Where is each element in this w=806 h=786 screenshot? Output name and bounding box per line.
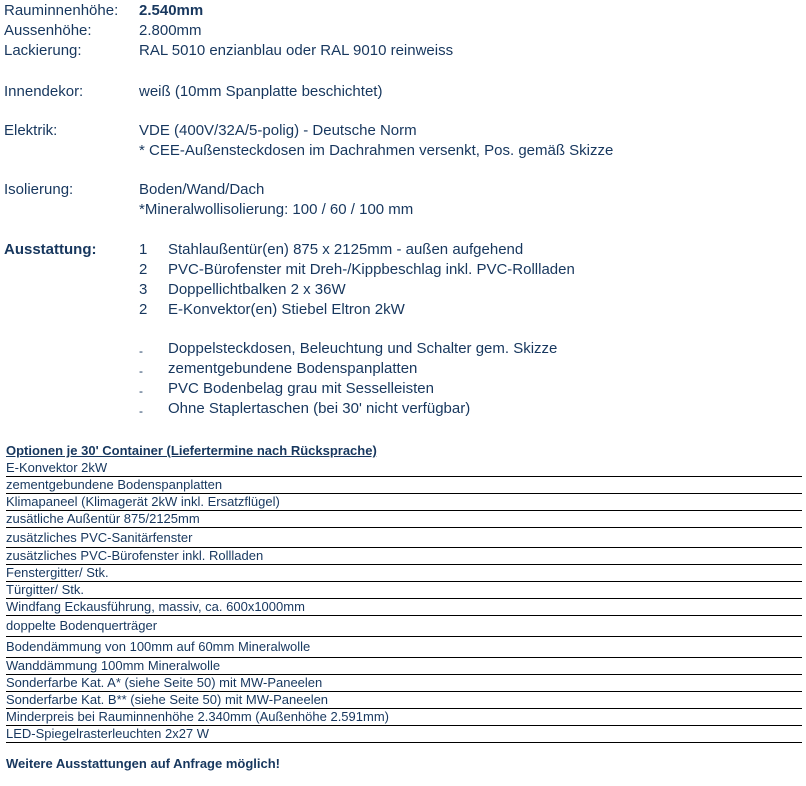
optionen-title: Optionen je 30' Container (Liefertermine nach Rücksprache) bbox=[6, 443, 377, 458]
bullet-mark: - bbox=[139, 344, 143, 358]
bullet-mark: - bbox=[139, 384, 143, 398]
bullet-mark: - bbox=[139, 364, 143, 378]
isolierung-note: *Mineralwollisolierung: 100 / 60 / 100 mm bbox=[139, 201, 414, 218]
optionen-row: zusätzliches PVC-Sanitärfenster bbox=[6, 528, 802, 548]
bullet-item: PVC Bodenbelag grau mit Sesselleisten bbox=[168, 380, 434, 397]
optionen-footer: Weitere Ausstattungen auf Anfrage möglich! bbox=[6, 756, 280, 771]
elektrik-label: Elektrik: bbox=[4, 122, 58, 139]
optionen-row: Fenstergitter/ Stk. bbox=[6, 565, 802, 582]
isolierung-value: Boden/Wand/Dach bbox=[139, 181, 265, 198]
lackierung-label: Lackierung: bbox=[4, 42, 82, 59]
ausstattung-qty: 3 bbox=[139, 281, 148, 298]
ausstattung-item: E-Konvektor(en) Stiebel Eltron 2kW bbox=[168, 301, 405, 318]
optionen-row: Sonderfarbe Kat. A* (siehe Seite 50) mit MW-Paneelen bbox=[6, 675, 802, 692]
optionen-row: Türgitter/ Stk. bbox=[6, 582, 802, 599]
optionen-row: LED-Spiegelrasterleuchten 2x27 W bbox=[6, 726, 802, 743]
aussenhoehe-value: 2.800mm bbox=[139, 22, 202, 39]
raumhoehe-value: 2.540mm bbox=[139, 2, 204, 19]
innendekor-value: weiß (10mm Spanplatte beschichtet) bbox=[139, 83, 383, 100]
optionen-row: Windfang Eckausführung, massiv, ca. 600x1000mm bbox=[6, 599, 802, 616]
optionen-row: Wanddämmung 100mm Mineralwolle bbox=[6, 658, 802, 675]
bullet-mark: - bbox=[139, 404, 143, 418]
optionen-row: Klimapaneel (Klimagerät 2kW inkl. Ersatzflügel) bbox=[6, 494, 802, 511]
optionen-row: zusätzliches PVC-Bürofenster inkl. Rollladen bbox=[6, 548, 802, 565]
ausstattung-qty: 2 bbox=[139, 301, 148, 318]
ausstattung-qty: 2 bbox=[139, 261, 148, 278]
innendekor-label: Innendekor: bbox=[4, 83, 84, 100]
optionen-row: Sonderfarbe Kat. B** (siehe Seite 50) mit MW-Paneelen bbox=[6, 692, 802, 709]
ausstattung-item: Doppellichtbalken 2 x 36W bbox=[168, 281, 346, 298]
elektrik-note: * CEE-Außensteckdosen im Dachrahmen versenkt, Pos. gemäß Skizze bbox=[139, 142, 614, 159]
optionen-row: Minderpreis bei Rauminnenhöhe 2.340mm (Außenhöhe 2.591mm) bbox=[6, 709, 802, 726]
bullet-item: Doppelsteckdosen, Beleuchtung und Schalter gem. Skizze bbox=[168, 340, 558, 357]
ausstattung-item: Stahlaußentür(en) 875 x 2125mm - außen aufgehend bbox=[168, 241, 524, 258]
aussenhoehe-label: Aussenhöhe: bbox=[4, 22, 92, 39]
elektrik-value: VDE (400V/32A/5-polig) - Deutsche Norm bbox=[139, 122, 417, 139]
ausstattung-item: PVC-Bürofenster mit Dreh-/Kippbeschlag inkl. PVC-Rollladen bbox=[168, 261, 575, 278]
isolierung-label: Isolierung: bbox=[4, 181, 74, 198]
optionen-table bbox=[6, 460, 802, 743]
bullet-item: zementgebundene Bodenspanplatten bbox=[168, 360, 418, 377]
optionen-row: E-Konvektor 2kW bbox=[6, 460, 802, 477]
lackierung-value: RAL 5010 enzianblau oder RAL 9010 reinweiss bbox=[139, 42, 454, 59]
optionen-row: doppelte Bodenquerträger bbox=[6, 616, 802, 637]
raumhoehe-label: Rauminnenhöhe: bbox=[4, 2, 119, 19]
optionen-row: zementgebundene Bodenspanplatten bbox=[6, 477, 802, 494]
ausstattung-qty: 1 bbox=[139, 241, 148, 258]
optionen-row: Bodendämmung von 100mm auf 60mm Mineralwolle bbox=[6, 637, 802, 658]
optionen-row: zusätliche Außentür 875/2125mm bbox=[6, 511, 802, 528]
ausstattung-label: Ausstattung: bbox=[4, 241, 97, 258]
bullet-item: Ohne Staplertaschen (bei 30' nicht verfügbar) bbox=[168, 400, 471, 417]
